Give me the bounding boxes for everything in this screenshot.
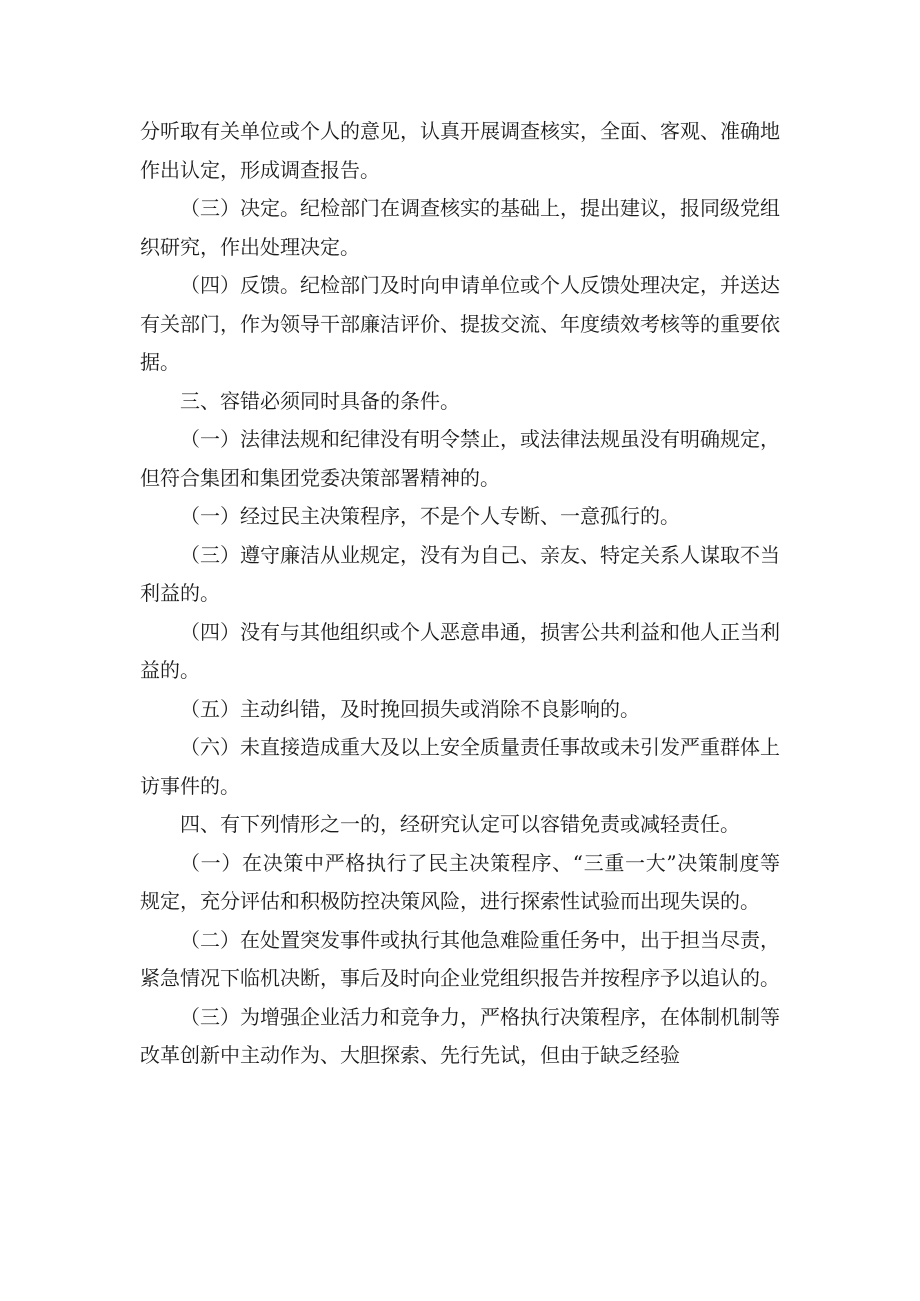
paragraph-feedback: （四）反馈。纪检部门及时向申请单位或个人反馈处理决定，并送达有关部门，作为领导干部廉洁评价、提拔交流、年度绩效考核等的重要依据。 — [140, 273, 780, 374]
paragraph-circumstance-2: （二）在处置突发事件或执行其他急难险重任务中，出于担当尽责，紧急情况下临机决断，事后及时向企业党组织报告并按程序予以追认的。 — [140, 927, 780, 990]
section-heading-circumstances: 四、有下列情形之一的，经研究认定可以容错免责或减轻责任。 — [180, 812, 740, 836]
paragraph-circumstance-3: （三）为增强企业活力和竞争力，严格执行决策程序，在体制机制等改革创新中主动作为、大胆探索、先行先试，但由于缺乏经验 — [140, 1004, 780, 1067]
section-heading-conditions: 三、容错必须同时具备的条件。 — [180, 388, 460, 413]
paragraph-condition-4: （四）没有与其他组织或个人恶意串通，损害公共利益和他人正当利益的。 — [140, 619, 780, 682]
paragraph-condition-1: （一）法律法规和纪律没有明令禁止，或法律法规虽没有明确规定，但符合集团和集团党委决策部署精神的。 — [140, 427, 780, 490]
paragraph-condition-6: （六）未直接造成重大及以上安全质量责任事故或未引发严重群体上访事件的。 — [140, 735, 780, 798]
document-page — [140, 112, 780, 1075]
paragraph-condition-3: （三）遵守廉洁从业规定，没有为自己、亲友、特定关系人谋取不当利益的。 — [140, 542, 780, 605]
paragraph-condition-2: （一）经过民主决策程序，不是个人专断、一意孤行的。 — [180, 504, 680, 528]
paragraph-continuation: 分听取有关单位或个人的意见，认真开展调查核实，全面、客观、准确地作出认定，形成调查报告。 — [140, 119, 780, 182]
paragraph-circumstance-1: （一）在决策中严格执行了民主决策程序、“三重一大”决策制度等规定，充分评估和积极防控决策风险，进行探索性试验而出现失误的。 — [140, 850, 780, 913]
paragraph-condition-5: （五）主动纠错，及时挽回损失或消除不良影响的。 — [180, 696, 640, 721]
paragraph-decision: （三）决定。纪检部门在调查核实的基础上，提出建议，报同级党组织研究，作出处理决定。 — [140, 196, 780, 259]
